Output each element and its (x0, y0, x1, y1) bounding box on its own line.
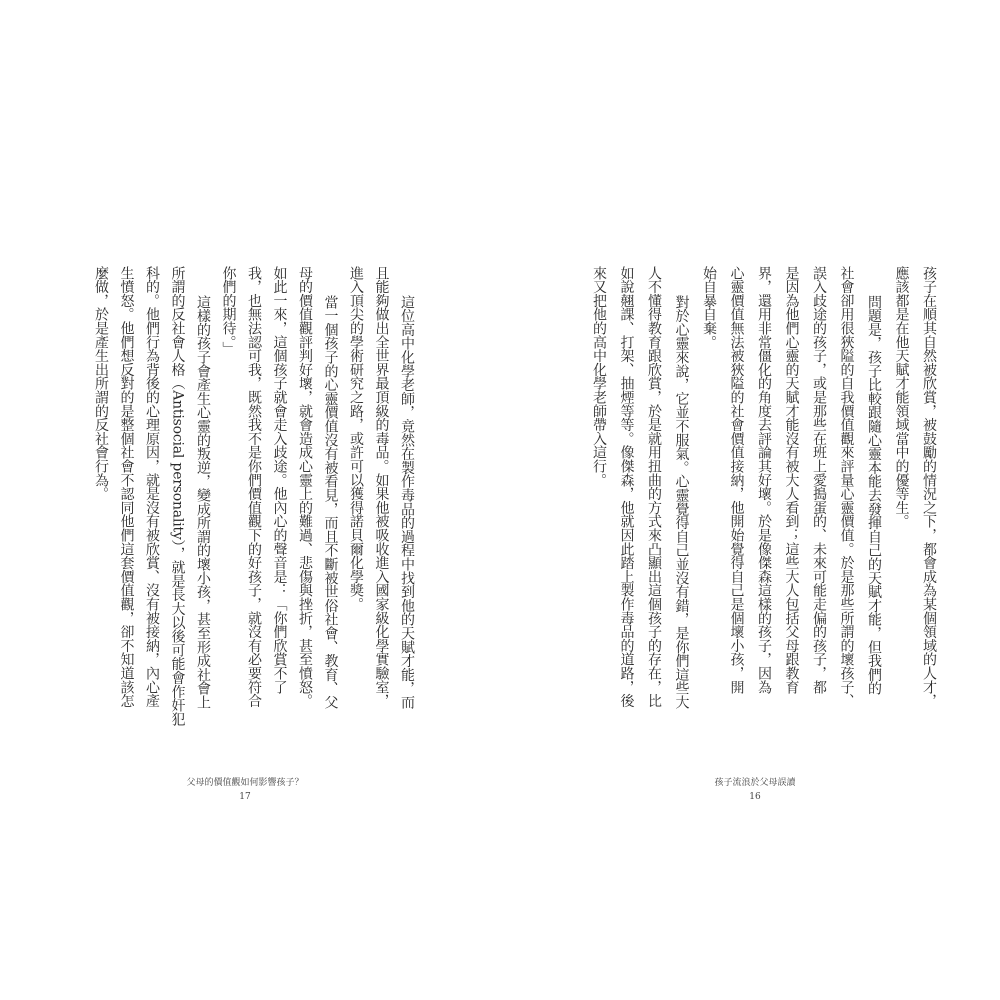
right-page-body (585, 266, 943, 736)
text-column: 是因為他們心靈的天賦才能沒有被大人看到；這些大人包括父母跟教育 (783, 266, 800, 694)
page-footer (655, 776, 855, 804)
text-column: 來又把他的高中化學老師帶入這行。 (591, 266, 607, 487)
text-column: 始自暴自棄。 (701, 266, 717, 349)
page-footer (145, 776, 345, 804)
text-column: 科的。他們行為背後的心理原因，就是沒有被欣賞、沒有被接納，內心產 (144, 266, 160, 708)
text-column: 界，還用非常僵化的角度去評論其好壞。於是像傑森這樣的孩子，因為 (756, 266, 772, 694)
text-column: 我，也無法認可我，既然我不是你們價值觀下的好孩子，就沒有必要符合 (246, 266, 262, 708)
text-column: 心靈價值無法被狹隘的社會價值接納，他開始覺得自己是個壞小孩，開 (728, 266, 745, 694)
text-column: 對於心靈來說，它並不服氣。心靈覺得自己並沒有錯，是你們這些大 (673, 295, 690, 710)
text-column: 人不懂得教育跟欣賞，於是就用扭曲的方式來凸顯出這個孩子的存在，比 (646, 266, 662, 708)
text-column: 你們的期待。」 (220, 266, 237, 356)
text-column: 這位高中化學老師，竟然在製作毒品的過程中找到他的天賦才能，而 (399, 295, 415, 710)
text-column: 當一個孩子的心靈價值沒有被看見，而且不斷被世俗社會、教育、父 (322, 295, 339, 710)
text-column: 如此一來，這個孩子就會走入歧途。他內心的聲音是：「你們欣賞不了 (271, 266, 288, 694)
text-column: 社會卻用很狹隘的自我價值觀來評量心靈價值。於是那些所謂的壞孩子、 (838, 266, 855, 708)
text-column: 進入頂尖的學術研究之路，或許可以獲得諾貝爾化學獎。 (348, 266, 364, 612)
page-number: 16 (749, 792, 761, 802)
text-column: 且能夠做出全世界最頂級的毒品。如果他被吸收進入國家級化學實驗室， (373, 266, 390, 708)
running-title: 父母的價值觀如何影響孩子？ (186, 778, 304, 788)
text-column: 所謂的反社會人格（Antisocial personality），就是長大以後可能會作奸犯 (169, 266, 186, 726)
page-number: 17 (239, 792, 251, 802)
text-column: 生憤怒。他們想反對的是整個社會不認同他們這套價值觀，卻不知道該怎 (118, 266, 135, 708)
right-page (500, 0, 1000, 1000)
text-column: 麼做，於是產生出所謂的反社會行為。 (93, 266, 109, 501)
running-title: 孩子流浪於父母誤讀 (714, 778, 796, 788)
text-column: 這樣的孩子會產生心靈的叛逆，變成所謂的壞小孩，甚至形成社會上 (195, 295, 211, 710)
text-column: 應該都是在他天賦才能領域當中的優等生。 (893, 266, 910, 529)
text-column: 如說翹課、打架、抽煙等等。像傑森，他就因此踏上製作毒品的道路，後 (618, 266, 635, 708)
text-column: 母的價值觀評判好壞，就會造成心靈上的難過、悲傷與挫折，甚至憤怒。 (297, 266, 313, 708)
text-column: 孩子在順其自然被欣賞，被鼓勵的情況之下，都會成為某個領域的人才， (921, 266, 937, 708)
left-page-body (88, 266, 420, 736)
text-column: 問題是，孩子比較跟隨心靈本能去發揮自己的天賦才能，但我們的 (866, 295, 882, 696)
text-column: 誤入歧途的孩子，或是那些在班上愛搗蛋的、未來可能走偏的孩子，都 (811, 266, 827, 694)
